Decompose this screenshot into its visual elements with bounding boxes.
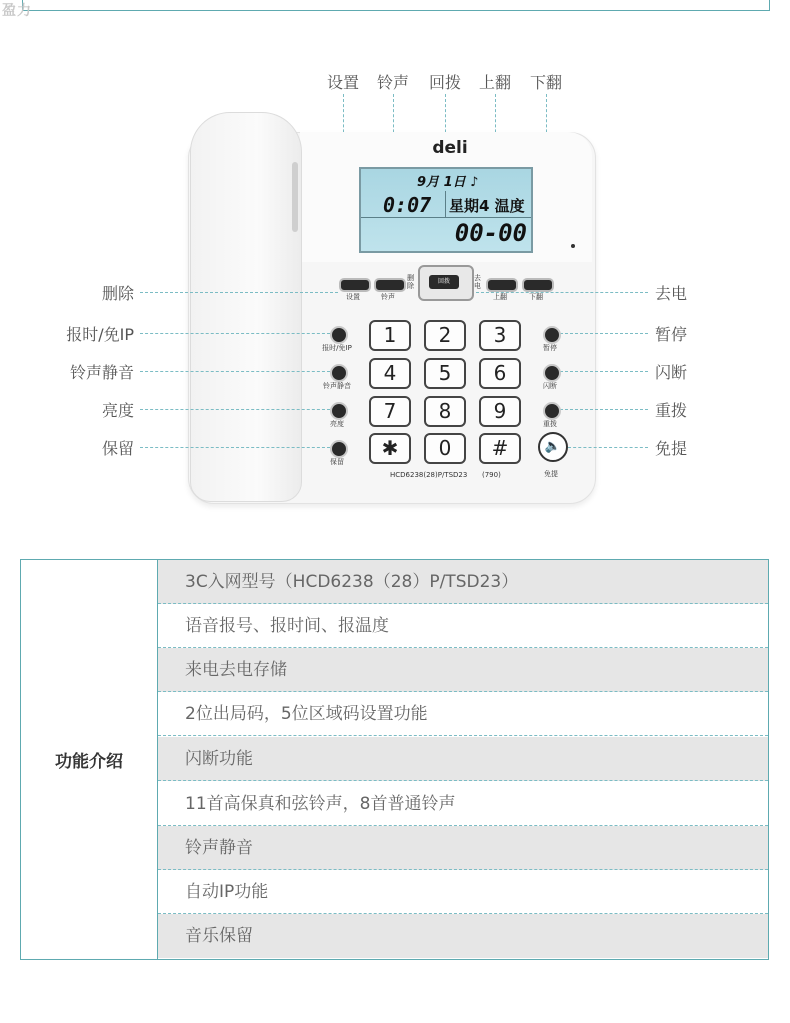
key-star[interactable]: ✱ xyxy=(369,433,411,464)
leader-brightness xyxy=(140,409,330,410)
key-6[interactable]: 6 xyxy=(479,358,521,389)
feature-item: 闪断功能 xyxy=(158,737,768,781)
delete-key-caption: 删除 xyxy=(407,274,414,290)
label-ringer-mute: 铃声静音 xyxy=(69,363,134,382)
flash-key[interactable] xyxy=(543,364,561,382)
time-report-key[interactable] xyxy=(330,326,348,344)
pause-key[interactable] xyxy=(543,326,561,344)
hold-caption: 保留 xyxy=(330,458,344,466)
redial-key-caption: 回拨 xyxy=(429,275,459,289)
label-delete: 删除 xyxy=(101,284,134,303)
pause-caption: 暂停 xyxy=(543,344,557,352)
redial-key[interactable] xyxy=(418,265,474,301)
feature-item: 2位出局码，5位区域码设置功能 xyxy=(158,692,768,736)
watermark: 盈力 xyxy=(2,3,32,19)
handsfree-caption: 免提 xyxy=(544,470,558,478)
label-page-up: 上翻 xyxy=(478,73,511,92)
lcd-weekday: 星期4 温度 xyxy=(449,197,525,215)
feature-item: 铃声静音 xyxy=(158,826,768,870)
handset-slot xyxy=(292,162,298,232)
page-up-key-caption: 上翻 xyxy=(493,293,507,301)
label-redial: 回拨 xyxy=(428,73,461,92)
label-outgoing: 去电 xyxy=(655,284,688,303)
feature-item: 语音报号、报时间、报温度 xyxy=(158,604,768,648)
lcd-display xyxy=(359,167,533,253)
feature-item: 11首高保真和弦铃声，8首普通铃声 xyxy=(158,782,768,826)
key-9[interactable]: 9 xyxy=(479,396,521,427)
key-8[interactable]: 8 xyxy=(424,396,466,427)
ringtone-key-caption: 铃声 xyxy=(381,293,395,301)
settings-key-caption: 设置 xyxy=(346,293,360,301)
settings-key[interactable] xyxy=(339,278,371,292)
top-frame xyxy=(22,0,770,11)
leader-delete xyxy=(140,292,338,293)
status-led xyxy=(571,244,575,248)
flash-caption: 闪断 xyxy=(543,382,557,390)
feature-table xyxy=(20,559,769,960)
time-report-caption: 报时/免IP xyxy=(322,344,352,352)
key-0[interactable]: 0 xyxy=(424,433,466,464)
feature-item: 来电去电存储 xyxy=(158,648,768,692)
leader-ringer-mute xyxy=(140,371,330,372)
leader-redial-right xyxy=(560,409,648,410)
lcd-divider-vertical xyxy=(445,191,446,217)
ringtone-key[interactable] xyxy=(374,278,406,292)
page-down-key[interactable] xyxy=(522,278,554,292)
label-redial-right: 重拨 xyxy=(655,401,688,420)
model-label: HCD6238(28)P/TSD23 xyxy=(390,471,468,479)
label-brightness: 亮度 xyxy=(101,401,134,420)
lcd-date: 9月 1日 ♪ xyxy=(417,175,479,190)
top-band xyxy=(0,0,790,19)
label-settings: 设置 xyxy=(326,73,359,92)
label-page-down: 下翻 xyxy=(529,73,562,92)
label-time-report: 报时/免IP xyxy=(66,325,134,344)
key-5[interactable]: 5 xyxy=(424,358,466,389)
key-hash[interactable]: # xyxy=(479,433,521,464)
label-handsfree: 免提 xyxy=(655,439,688,458)
outgoing-key-caption: 去电 xyxy=(474,274,481,290)
key-3[interactable]: 3 xyxy=(479,320,521,351)
key-7[interactable]: 7 xyxy=(369,396,411,427)
leader-flash xyxy=(560,371,648,372)
lcd-time: 0:07 xyxy=(383,193,432,217)
label-pause: 暂停 xyxy=(655,325,688,344)
key-4[interactable]: 4 xyxy=(369,358,411,389)
lcd-divider xyxy=(361,217,531,218)
feature-item: 音乐保留 xyxy=(158,914,768,958)
redial-round-caption: 重拨 xyxy=(543,420,557,428)
leader-outgoing xyxy=(476,292,648,293)
leader-hold xyxy=(140,447,330,448)
feature-item: 自动IP功能 xyxy=(158,870,768,914)
brightness-caption: 亮度 xyxy=(330,420,344,428)
phone-diagram xyxy=(0,40,790,520)
leader-time-report xyxy=(140,333,330,334)
label-hold: 保留 xyxy=(101,439,134,458)
brightness-key[interactable] xyxy=(330,402,348,420)
lcd-number: 00-00 xyxy=(454,219,527,247)
model-code: (790) xyxy=(482,471,501,479)
page-up-key[interactable] xyxy=(486,278,518,292)
page-down-key-caption: 下翻 xyxy=(529,293,543,301)
speaker-icon[interactable]: 🔈 xyxy=(538,432,568,462)
feature-item: 3C入网型号（HCD6238（28）P/TSD23） xyxy=(158,560,768,604)
key-2[interactable]: 2 xyxy=(424,320,466,351)
label-flash: 闪断 xyxy=(655,363,688,382)
label-ringtone: 铃声 xyxy=(376,73,409,92)
ringer-mute-caption: 铃声静音 xyxy=(323,382,351,390)
redial-round-key[interactable] xyxy=(543,402,561,420)
leader-handsfree xyxy=(568,447,648,448)
leader-pause xyxy=(560,333,648,334)
feature-heading: 功能介绍 xyxy=(21,560,158,959)
brand-logo: deli xyxy=(432,138,468,158)
ringer-mute-key[interactable] xyxy=(330,364,348,382)
hold-key[interactable] xyxy=(330,440,348,458)
key-1[interactable]: 1 xyxy=(369,320,411,351)
handset[interactable] xyxy=(190,112,302,502)
